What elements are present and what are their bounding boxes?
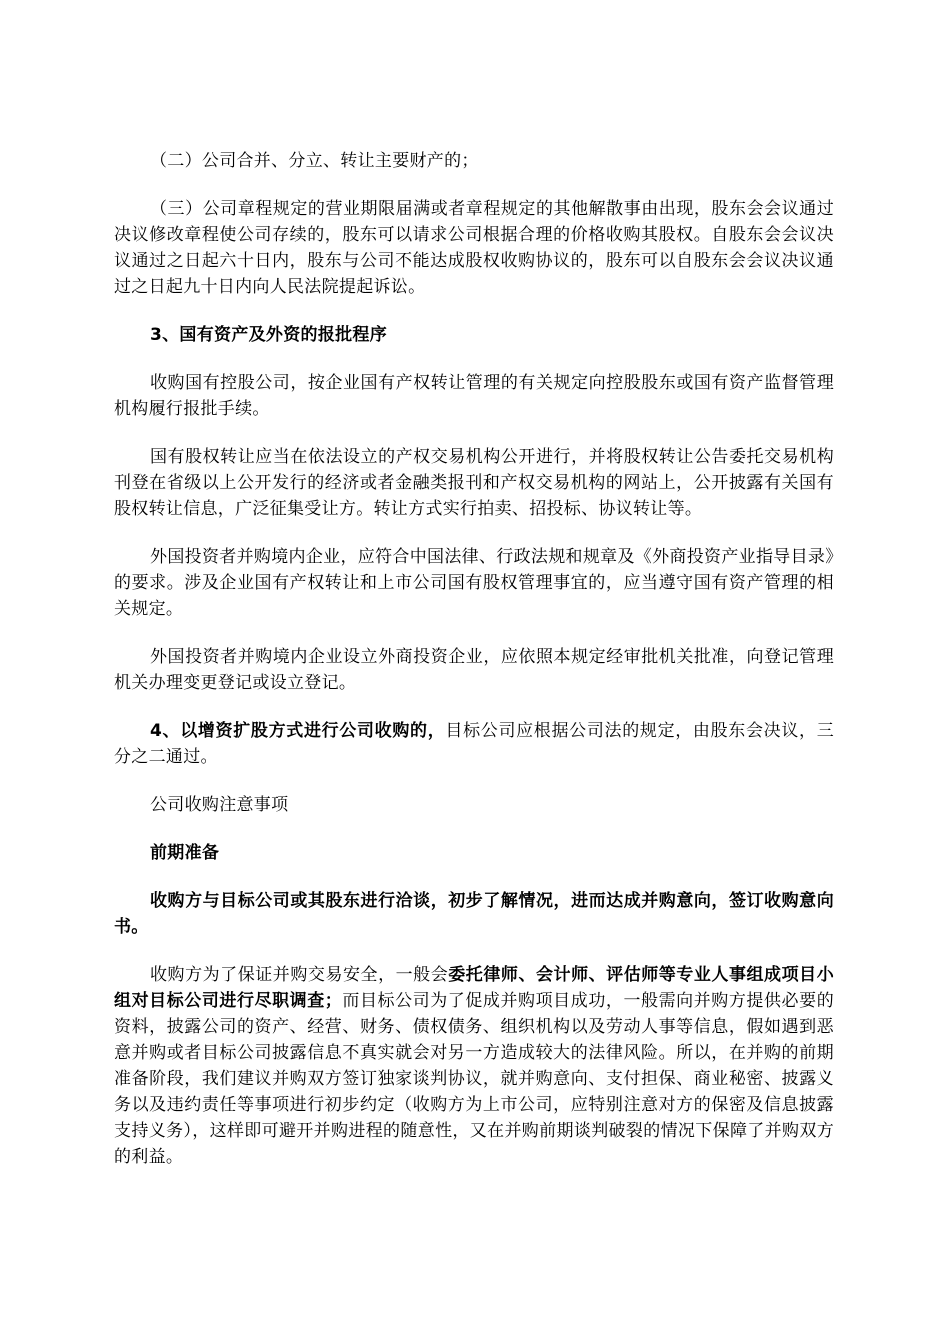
paragraph-item-3: （三）公司章程规定的营业期限届满或者章程规定的其他解散事由出现，股东会会议通过决议修改章程使公司存续的，股东可以请求公司根据合理的价格收购其股权。自股东会会议决议通过之日起六十日内，股东与公司不能达成股权收购协议的，股东可以自股东会会议决议通过之日起九十日内向人民法院提起诉讼。 bbox=[114, 199, 834, 297]
paragraph-notes-title: 公司收购注意事项 bbox=[150, 795, 289, 815]
due-diligence-intro: 收购方为了保证并购交易安全，一般会 bbox=[150, 965, 449, 985]
paragraph-foreign-enterprise: 外国投资者并购境内企业设立外商投资企业，应依照本规定经审批机关批准，向登记管理机关办理变更登记或设立登记。 bbox=[114, 647, 834, 693]
due-diligence-body: 而目标公司为了促成并购项目成功，一般需向并购方提供必要的资料，披露公司的资产、经营、财务、债权债务、组织机构以及劳动人事等信息，假如遇到恶意并购或者目标公司披露信息不真实就会对另一方造成较大的法律风险。所以，在并购的前期准备阶段，我们建议并购双方签订独家谈判协议，就并购意向、支付担保、商业秘密、披露义务以及违约责任等事项进行初步约定（收购方为上市公司，应特别注意对方的保密及信息披露支持义务），这样即可避开并购进程的随意性，又在并购前期谈判破裂的情况下保障了并购双方的利益。 bbox=[114, 991, 834, 1167]
paragraph-state-owned: 收购国有控股公司，按企业国有产权转让管理的有关规定向控股股东或国有资产监督管理机构履行报批手续。 bbox=[114, 373, 834, 419]
capital-increase-text: 目标公司应根据公司法的规定，由股东会决议，三分之二通过。 bbox=[114, 721, 834, 767]
paragraph-item-2: （二）公司合并、分立、转让主要财产的； bbox=[150, 151, 479, 171]
paragraph-foreign-investor: 外国投资者并购境内企业，应符合中国法律、行政法规和规章及《外商投资产业指导目录》的要求。涉及企业国有产权转让和上市公司国有股权管理事宜的，应当遵守国有资产管理的相关规定。 bbox=[114, 547, 834, 619]
paragraph-capital-increase bbox=[114, 718, 834, 770]
due-diligence-bold: 委托律师、会计师、评估师等专业人事组成项目小组对目标公司进行尽职调查； bbox=[114, 965, 834, 1011]
heading-preparation: 前期准备 bbox=[150, 843, 220, 863]
paragraph-due-diligence bbox=[114, 962, 834, 1170]
paragraph-intent-letter: 收购方与目标公司或其股东进行洽谈，初步了解情况，进而达成并购意向，签订收购意向书。 bbox=[114, 891, 834, 937]
paragraph-equity-transfer: 国有股权转让应当在依法设立的产权交易机构公开进行，并将股权转让公告委托交易机构刊登在省级以上公开发行的经济或者金融类报刊和产权交易机构的网站上，公开披露有关国有股权转让信息，广泛征集受让方。转让方式实行拍卖、招投标、协议转让等。 bbox=[114, 447, 834, 519]
section-heading-4: 4、以增资扩股方式进行公司收购的， bbox=[150, 721, 446, 741]
section-heading-3: 3、国有资产及外资的报批程序 bbox=[150, 325, 388, 345]
document-page bbox=[114, 148, 834, 1192]
